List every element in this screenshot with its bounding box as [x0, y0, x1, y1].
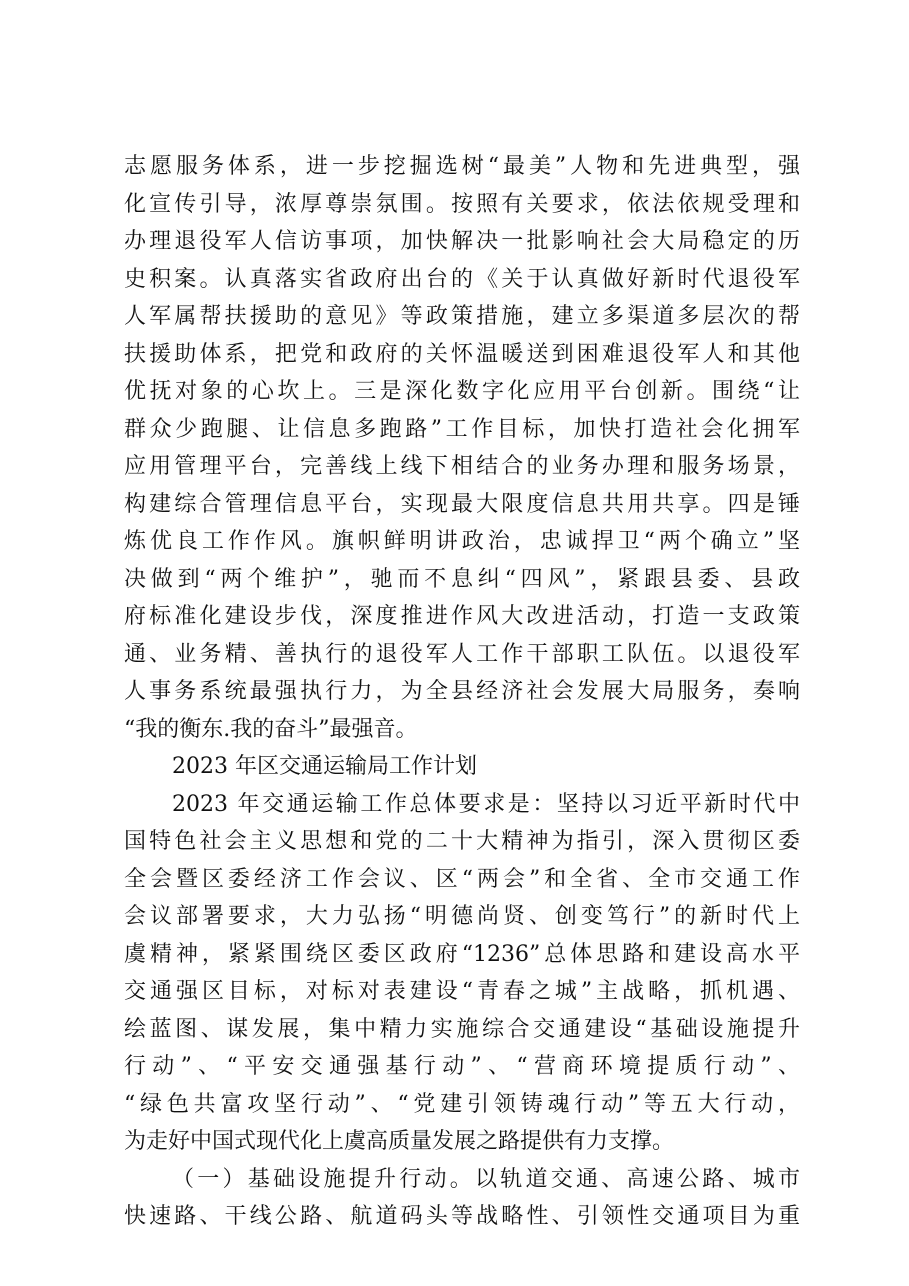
- paragraph-1: [124, 148, 800, 748]
- paragraph-3-line: 快速路、干线公路、航道码头等战略性、引领性交通项目为重: [124, 1204, 800, 1229]
- paragraph-1-line: 办理退役军人信访事项，加快解决一批影响社会大局稳定的历: [124, 229, 800, 254]
- paragraph-2-line: 为走好中国式现代化上虞高质量发展之路提供有力支撑。: [124, 1129, 675, 1154]
- paragraph-1-line: 志愿服务体系，进一步挖掘选树“最美”人物和先进典型，强: [124, 154, 800, 179]
- paragraph-3: [124, 1161, 800, 1236]
- document-body: [124, 148, 800, 1236]
- paragraph-1-line: 人事务系统最强执行力，为全县经济社会发展大局服务，奏响: [124, 679, 800, 704]
- paragraph-2: [124, 786, 800, 1161]
- paragraph-1-line: 扶援助体系，把党和政府的关怀温暖送到困难退役军人和其他: [124, 341, 800, 367]
- paragraph-1-line: 应用管理平台，完善线上线下相结合的业务办理和服务场景，: [124, 454, 800, 479]
- paragraph-2-line: 会议部署要求，大力弘扬“明德尚贤、创变笃行”的新时代上: [124, 904, 800, 929]
- paragraph-2-line: “绿色共富攻坚行动”、“党建引领铸魂行动”等五大行动，: [124, 1091, 800, 1117]
- paragraph-1-line: 决做到“两个维护”，驰而不息纠“四风”，紧跟县委、县政: [124, 566, 800, 592]
- paragraph-1-line: 通、业务精、善执行的退役军人工作干部职工队伍。以退役军: [124, 641, 800, 667]
- paragraph-1-line: 群众少跑腿、让信息多跑路”工作目标，加快打造社会化拥军: [124, 416, 800, 442]
- paragraph-2-line: 交通强区目标，对标对表建设“青春之城”主战略，抓机遇、: [124, 979, 800, 1004]
- paragraph-2-line: 2023 年交通运输工作总体要求是：坚持以习近平新时代中: [172, 791, 800, 817]
- paragraph-2-line: 国特色社会主义思想和党的二十大精神为指引，深入贯彻区委: [124, 829, 800, 854]
- paragraph-1-line: 炼优良工作作风。旗帜鲜明讲政治，忠诚捍卫“两个确立”坚: [124, 529, 800, 554]
- paragraph-2-line: 绘蓝图、谋发展，集中精力实施综合交通建设“基础设施提升: [124, 1016, 800, 1042]
- paragraph-2-line: 虞精神，紧紧围绕区委区政府“1236”总体思路和建设高水平: [124, 941, 800, 967]
- paragraph-3-line: （一）基础设施提升行动。以轨道交通、高速公路、城市: [172, 1166, 800, 1192]
- section-title: 2023 年区交通运输局工作计划: [172, 754, 477, 779]
- paragraph-1-line: 人军属帮扶援助的意见》等政策措施，建立多渠道多层次的帮: [124, 304, 800, 329]
- paragraph-1-line: 府标准化建设步伐，深度推进作风大改进活动，打造一支政策: [124, 604, 800, 629]
- paragraph-1-line: 优抚对象的心坎上。三是深化数字化应用平台创新。围绕“让: [124, 379, 800, 404]
- paragraph-1-line: 史积案。认真落实省政府出台的《关于认真做好新时代退役军: [124, 266, 800, 292]
- paragraph-1-line: “我的衡东.我的奋斗”最强音。: [124, 716, 418, 742]
- paragraph-2-line: 行动”、“平安交通强基行动”、“营商环境提质行动”、: [124, 1054, 800, 1079]
- paragraph-1-line: 构建综合管理信息平台，实现最大限度信息共用共享。四是锤: [124, 491, 800, 517]
- paragraph-1-line: 化宣传引导，浓厚尊崇氛围。按照有关要求，依法依规受理和: [124, 191, 800, 217]
- paragraph-2-line: 全会暨区委经济工作会议、区“两会”和全省、全市交通工作: [124, 866, 800, 892]
